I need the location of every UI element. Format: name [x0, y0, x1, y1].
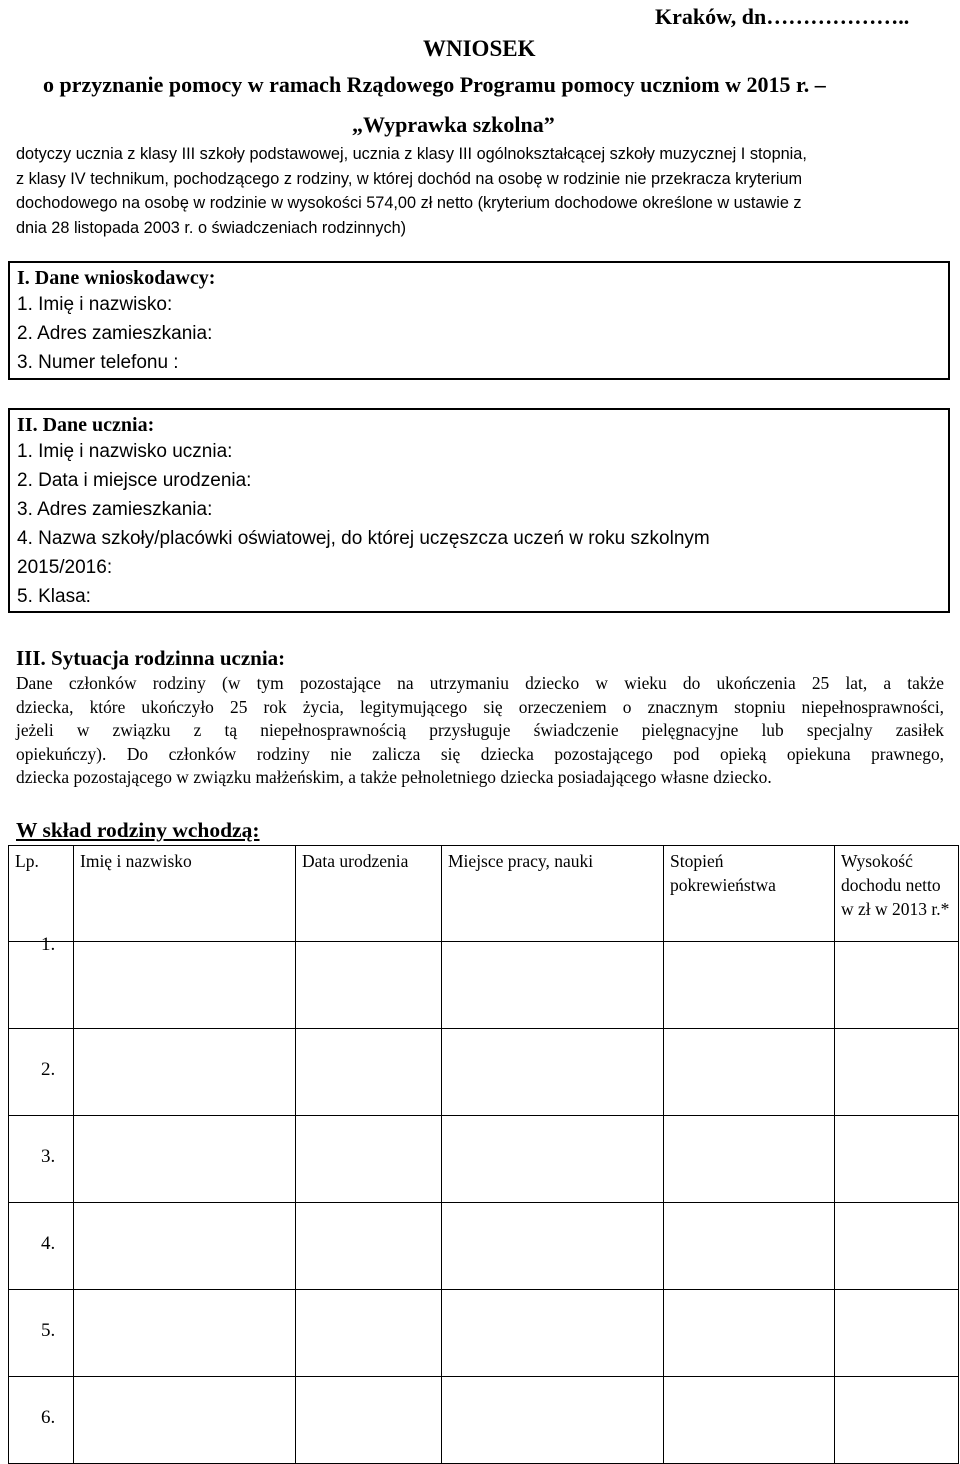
relation-cell[interactable]	[664, 1116, 835, 1203]
paragraph-line: opiekuńczy). Do członków rodziny nie zalicza się dziecka pozostającego pod opieką opiekuna prawnego,	[16, 743, 944, 764]
school-year-label: 2015/2016:	[17, 557, 113, 578]
relation-cell[interactable]	[664, 1377, 835, 1464]
income-cell[interactable]	[835, 1377, 959, 1464]
paragraph-line: Dane członków rodziny (w tym pozostające na utrzymaniu dziecko w wieku do ukończenia 25 lat, a także	[16, 673, 944, 693]
table-row	[9, 1290, 959, 1377]
name-cell[interactable]	[74, 1116, 296, 1203]
dob-cell[interactable]	[296, 1290, 442, 1377]
dob-cell[interactable]	[296, 1203, 442, 1290]
intro-line: dnia 28 listopada 2003 r. o świadczeniach rodzinnych)	[16, 218, 407, 237]
class-field[interactable]: 5. Klasa:	[17, 586, 91, 607]
row-number: 2.	[41, 1059, 56, 1080]
work-cell[interactable]	[442, 1290, 664, 1377]
work-cell[interactable]	[442, 1116, 664, 1203]
column-header-work: Miejsce pracy, nauki	[442, 846, 664, 942]
applicant-phone-field[interactable]: 3. Numer telefonu :	[17, 352, 179, 373]
income-cell[interactable]	[835, 1290, 959, 1377]
student-birth-field[interactable]: 2. Data i miejsce urodzenia:	[17, 470, 252, 491]
row-number: 4.	[41, 1233, 56, 1254]
name-cell[interactable]	[74, 1203, 296, 1290]
work-cell[interactable]	[442, 1029, 664, 1116]
income-cell[interactable]	[835, 1116, 959, 1203]
work-cell[interactable]	[442, 942, 664, 1029]
intro-line: z klasy IV technikum, pochodzącego z rodziny, w której dochód na osobę w rodzinie nie przekracza kryterium	[16, 169, 803, 188]
program-name: „Wyprawka szkolna”	[352, 112, 555, 137]
table-row	[9, 1377, 959, 1464]
dob-cell[interactable]	[296, 1377, 442, 1464]
row-number: 3.	[41, 1146, 56, 1167]
applicant-name-field[interactable]: 1. Imię i nazwisko:	[17, 294, 173, 315]
row-number-cell	[9, 1377, 74, 1464]
table-row	[9, 1029, 959, 1116]
name-cell[interactable]	[74, 942, 296, 1029]
row-number-cell	[9, 1290, 74, 1377]
row-number: 1.	[41, 934, 56, 955]
income-cell[interactable]	[835, 942, 959, 1029]
table-row	[9, 1116, 959, 1203]
table-row	[9, 942, 959, 1029]
name-cell[interactable]	[74, 1377, 296, 1464]
family-table-heading: W skład rodziny wchodzą:	[16, 818, 260, 842]
dob-cell[interactable]	[296, 942, 442, 1029]
relation-cell[interactable]	[664, 1290, 835, 1377]
section-heading: III. Sytuacja rodzinna ucznia:	[16, 646, 286, 670]
table-row	[9, 1203, 959, 1290]
row-number-cell	[9, 1203, 74, 1290]
family-members-table	[8, 845, 959, 1464]
row-number-cell	[9, 934, 74, 1029]
paragraph-line: dziecka, które ukończyło 25 rok życia, legitymującego się orzeczeniem o znacznym stopniu niepełnosprawności,	[16, 696, 944, 717]
work-cell[interactable]	[442, 1377, 664, 1464]
applicant-data-section	[8, 261, 950, 380]
work-cell[interactable]	[442, 1203, 664, 1290]
name-cell[interactable]	[74, 1290, 296, 1377]
date-line: Kraków, dn………………..	[655, 4, 910, 29]
row-number: 5.	[41, 1320, 56, 1341]
applicant-address-field[interactable]: 2. Adres zamieszkania:	[17, 323, 213, 344]
name-cell[interactable]	[74, 1029, 296, 1116]
dob-cell[interactable]	[296, 1029, 442, 1116]
column-header-dob: Data urodzenia	[296, 846, 442, 942]
intro-paragraph	[16, 142, 944, 240]
student-name-field[interactable]: 1. Imię i nazwisko ucznia:	[17, 441, 233, 462]
family-situation-paragraph	[16, 672, 944, 790]
intro-line: dochodowego na osobę w rodzinie w wysokości 574,00 zł netto (kryterium dochodowe określone w ustawie z	[16, 194, 802, 212]
relation-cell[interactable]	[664, 942, 835, 1029]
income-cell[interactable]	[835, 1029, 959, 1116]
student-data-section	[8, 408, 950, 613]
document-subtitle: o przyznanie pomocy w ramach Rządowego Programu pomocy uczniom w 2015 r. –	[43, 72, 826, 97]
column-header-name: Imię i nazwisko	[74, 846, 296, 942]
student-address-field[interactable]: 3. Adres zamieszkania:	[17, 499, 213, 520]
section-heading: I. Dane wnioskodawcy:	[17, 267, 216, 289]
relation-cell[interactable]	[664, 1203, 835, 1290]
intro-line: dotyczy ucznia z klasy III szkoły podstawowej, ucznia z klasy III ogólnokształcącej szkoły muzycznej I stopnia,	[16, 145, 807, 163]
row-number: 6.	[41, 1407, 56, 1428]
paragraph-line: jeżeli w związku z tą niepełnosprawnością przysługuje świadczenie pielęgnacyjne lub specjalny zasiłek	[16, 720, 944, 741]
table-header-row	[9, 846, 959, 942]
section-heading: II. Dane ucznia:	[17, 414, 155, 436]
relation-cell[interactable]	[664, 1029, 835, 1116]
row-number-cell	[9, 1029, 74, 1116]
income-cell[interactable]	[835, 1203, 959, 1290]
column-header-relation: Stopień pokrewieństwa	[664, 846, 835, 942]
paragraph-line: dziecka pozostającego w związku małżeńskim, a także pełnoletniego dziecka posiadającego własne dziecko.	[16, 767, 772, 788]
school-name-field[interactable]: 4. Nazwa szkoły/placówki oświatowej, do której uczęszcza uczeń w roku szkolnym	[17, 528, 710, 549]
document-title: WNIOSEK	[423, 36, 536, 61]
dob-cell[interactable]	[296, 1116, 442, 1203]
row-number-cell	[9, 1116, 74, 1203]
column-header-income: Wysokość dochodu netto w zł w 2013 r.*	[835, 846, 959, 942]
column-header-lp: Lp.	[9, 846, 74, 942]
